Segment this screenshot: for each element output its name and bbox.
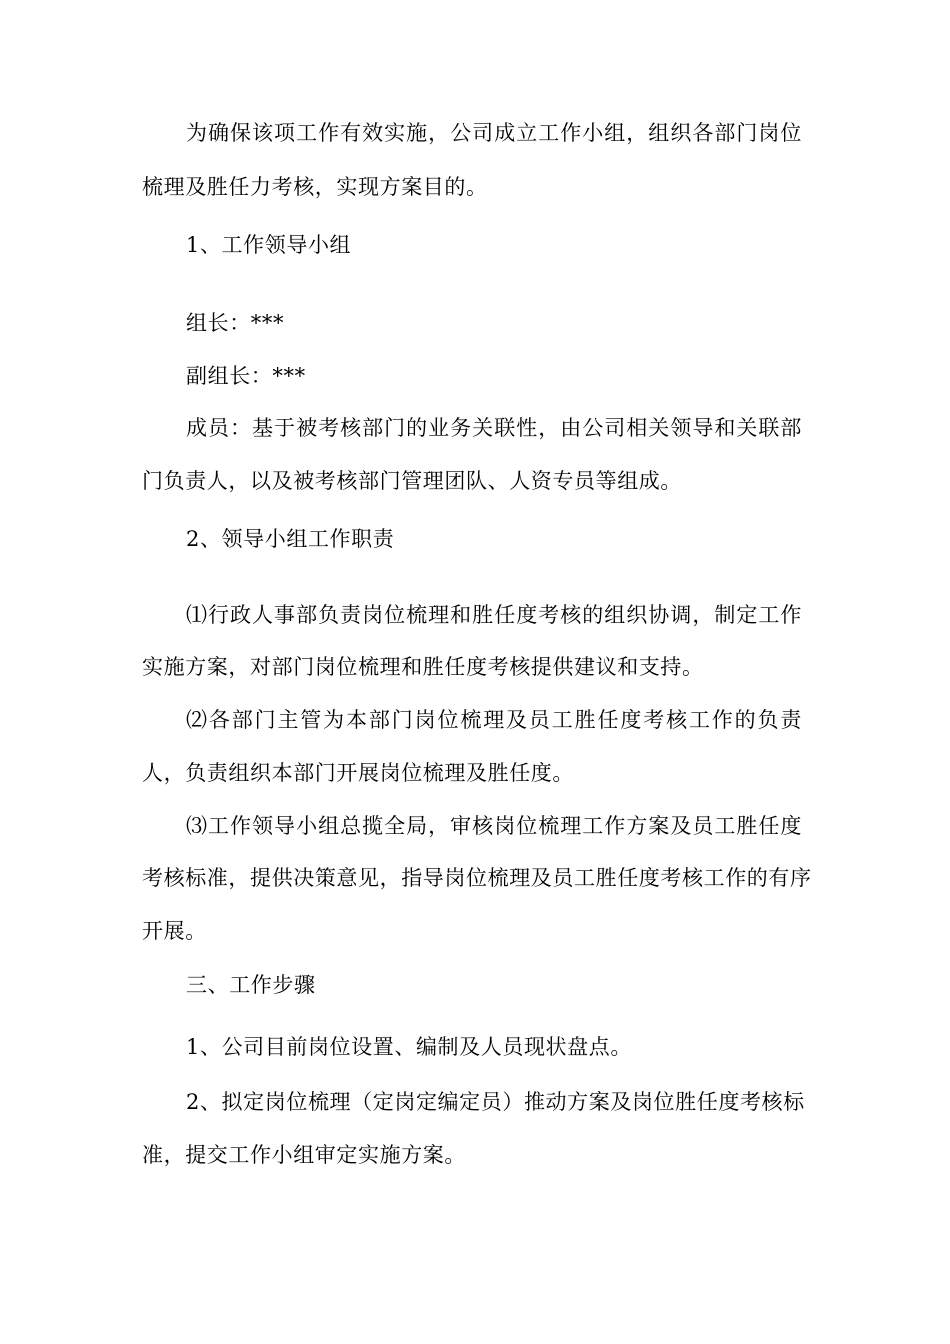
deputy-leader-line: 副组长：*** <box>186 364 306 388</box>
section-heading: 三、工作步骤 <box>186 973 316 997</box>
paragraph-line: 考核标准，提供决策意见，指导岗位梳理及员工胜任度考核工作的有序 <box>142 866 812 890</box>
paragraph-line: 梳理及胜任力考核，实现方案目的。 <box>142 175 488 199</box>
paragraph-line: 2、拟定岗位梳理（定岗定编定员）推动方案及岗位胜任度考核标 <box>186 1090 805 1114</box>
paragraph-line: 实施方案，对部门岗位梳理和胜任度考核提供建议和支持。 <box>142 655 704 679</box>
paragraph-line: ⑵各部门主管为本部门岗位梳理及员工胜任度考核工作的负责 <box>186 708 802 732</box>
paragraph-line: 准，提交工作小组审定实施方案。 <box>142 1143 466 1167</box>
paragraph-line: 人，负责组织本部门开展岗位梳理及胜任度。 <box>142 761 574 785</box>
paragraph-line: 门负责人，以及被考核部门管理团队、人资专员等组成。 <box>142 469 682 493</box>
section-heading: 2、领导小组工作职责 <box>186 527 395 551</box>
paragraph-line: 成员：基于被考核部门的业务关联性，由公司相关领导和关联部 <box>186 416 802 440</box>
paragraph-line: 为确保该项工作有效实施，公司成立工作小组，组织各部门岗位 <box>186 121 802 145</box>
paragraph-line: ⑴行政人事部负责岗位梳理和胜任度考核的组织协调，制定工作 <box>186 603 802 627</box>
paragraph-line: 开展。 <box>142 919 207 943</box>
leader-line: 组长：*** <box>186 311 285 335</box>
paragraph-line: 1、公司目前岗位设置、编制及人员现状盘点。 <box>186 1035 632 1059</box>
section-heading: 1、工作领导小组 <box>186 233 352 257</box>
paragraph-line: ⑶工作领导小组总揽全局，审核岗位梳理工作方案及员工胜任度 <box>186 814 802 838</box>
